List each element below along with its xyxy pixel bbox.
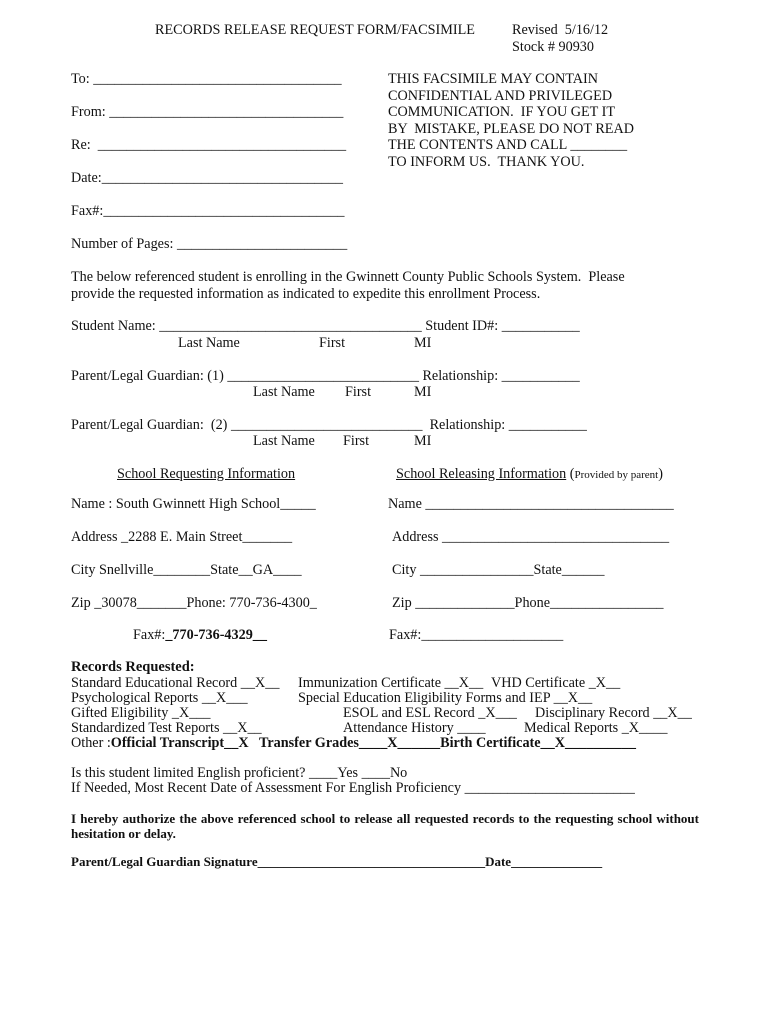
- releasing-heading-row: [396, 466, 663, 482]
- notice-line: THE CONTENTS AND CALL ________: [388, 137, 628, 153]
- record-item: Standardized Test Reports __X__: [71, 720, 262, 736]
- releasing-note: Provided by parent: [574, 469, 659, 481]
- releasing-address[interactable]: Address ________________________________: [392, 529, 670, 545]
- intro-line: provide the requested information as indicated to expedite this enrollment Process.: [71, 286, 541, 302]
- notice-line: TO INFORM US. THANK YOU.: [388, 154, 585, 170]
- releasing-name[interactable]: Name ___________________________________: [388, 496, 674, 512]
- first-name-caption: First: [345, 384, 372, 400]
- record-item: Immunization Certificate __X__: [298, 675, 484, 691]
- authorization-statement: I hereby authorize the above referenced school to release all requested records to the requesting school without hesitation or delay.: [71, 811, 699, 841]
- record-item: Gifted Eligibility _X___: [71, 705, 211, 721]
- record-item: Disciplinary Record __X__: [535, 705, 692, 721]
- record-item: Standard Educational Record __X__: [71, 675, 280, 691]
- record-item: Special Education Eligibility Forms and IEP __X__: [298, 690, 593, 706]
- mi-caption: MI: [414, 384, 432, 400]
- requesting-heading: School Requesting Information: [117, 466, 296, 482]
- to-field[interactable]: To: ___________________________________: [71, 71, 342, 87]
- releasing-zip-phone[interactable]: Zip ______________Phone________________: [392, 595, 664, 611]
- paren-open: (: [566, 466, 575, 482]
- re-field[interactable]: Re: ___________________________________: [71, 137, 347, 153]
- guardian-2-field[interactable]: Parent/Legal Guardian: (2) ___________________________ Relationship: ___________: [71, 417, 587, 433]
- form-title: RECORDS RELEASE REQUEST FORM/FACSIMILE: [155, 22, 475, 38]
- releasing-city-state[interactable]: City ________________State______: [392, 562, 605, 578]
- fax-value: _770-736-4329__: [165, 627, 267, 643]
- notice-line: BY MISTAKE, PLEASE DO NOT READ: [388, 121, 634, 137]
- last-name-caption: Last Name: [178, 335, 240, 351]
- record-item: Psychological Reports __X___: [71, 690, 248, 706]
- date-field[interactable]: Date:__________________________________: [71, 170, 343, 186]
- requesting-address[interactable]: Address _2288 E. Main Street_______: [71, 529, 293, 545]
- from-field[interactable]: From: _________________________________: [71, 104, 344, 120]
- first-name-caption: First: [343, 433, 370, 449]
- requesting-zip-phone[interactable]: Zip _30078_______Phone: 770-736-4300_: [71, 595, 317, 611]
- other-records-value: Official Transcript__X Transfer Grades____X______Birth Certificate__X__________: [110, 735, 636, 751]
- mi-caption: MI: [414, 335, 432, 351]
- number-of-pages-field[interactable]: Number of Pages: ________________________: [71, 236, 348, 252]
- record-item: ESOL and ESL Record _X___: [343, 705, 517, 721]
- records-heading: Records Requested:: [71, 659, 195, 675]
- revised-date: Revised 5/16/12: [512, 22, 609, 38]
- releasing-heading: School Releasing Information: [396, 466, 567, 482]
- notice-line: COMMUNICATION. IF YOU GET IT: [388, 104, 615, 120]
- releasing-fax[interactable]: Fax#:____________________: [389, 627, 564, 643]
- record-item: VHD Certificate _X__: [491, 675, 621, 691]
- paren-close: ): [658, 466, 663, 482]
- guardian-1-field[interactable]: Parent/Legal Guardian: (1) ___________________________ Relationship: ___________: [71, 368, 580, 384]
- signature-line[interactable]: Parent/Legal Guardian Signature___________________________________Date______________: [71, 854, 603, 869]
- record-item: Attendance History ____: [343, 720, 486, 736]
- fax-label: Fax#:: [133, 627, 166, 643]
- student-name-field[interactable]: Student Name: _____________________________________ Student ID#: ___________: [71, 318, 580, 334]
- other-records-row: [71, 735, 636, 751]
- english-assessment-date[interactable]: If Needed, Most Recent Date of Assessment For English Proficiency ________________________: [71, 780, 635, 796]
- last-name-caption: Last Name: [253, 384, 315, 400]
- mi-caption: MI: [414, 433, 432, 449]
- other-label: Other :: [71, 735, 111, 751]
- requesting-fax[interactable]: [133, 627, 267, 643]
- english-proficient-question[interactable]: Is this student limited English proficient? ____Yes ____No: [71, 765, 408, 781]
- first-name-caption: First: [319, 335, 346, 351]
- record-item: Medical Reports _X____: [524, 720, 668, 736]
- intro-line: The below referenced student is enrolling in the Gwinnett County Public Schools System. Please: [71, 269, 625, 285]
- last-name-caption: Last Name: [253, 433, 315, 449]
- notice-line: THIS FACSIMILE MAY CONTAIN: [388, 71, 598, 87]
- requesting-name[interactable]: Name : South Gwinnett High School_____: [71, 496, 316, 512]
- stock-number: Stock # 90930: [512, 39, 594, 55]
- notice-line: CONFIDENTIAL AND PRIVILEGED: [388, 88, 613, 104]
- requesting-city-state[interactable]: City Snellville________State__GA____: [71, 562, 302, 578]
- fax-number-field[interactable]: Fax#:__________________________________: [71, 203, 345, 219]
